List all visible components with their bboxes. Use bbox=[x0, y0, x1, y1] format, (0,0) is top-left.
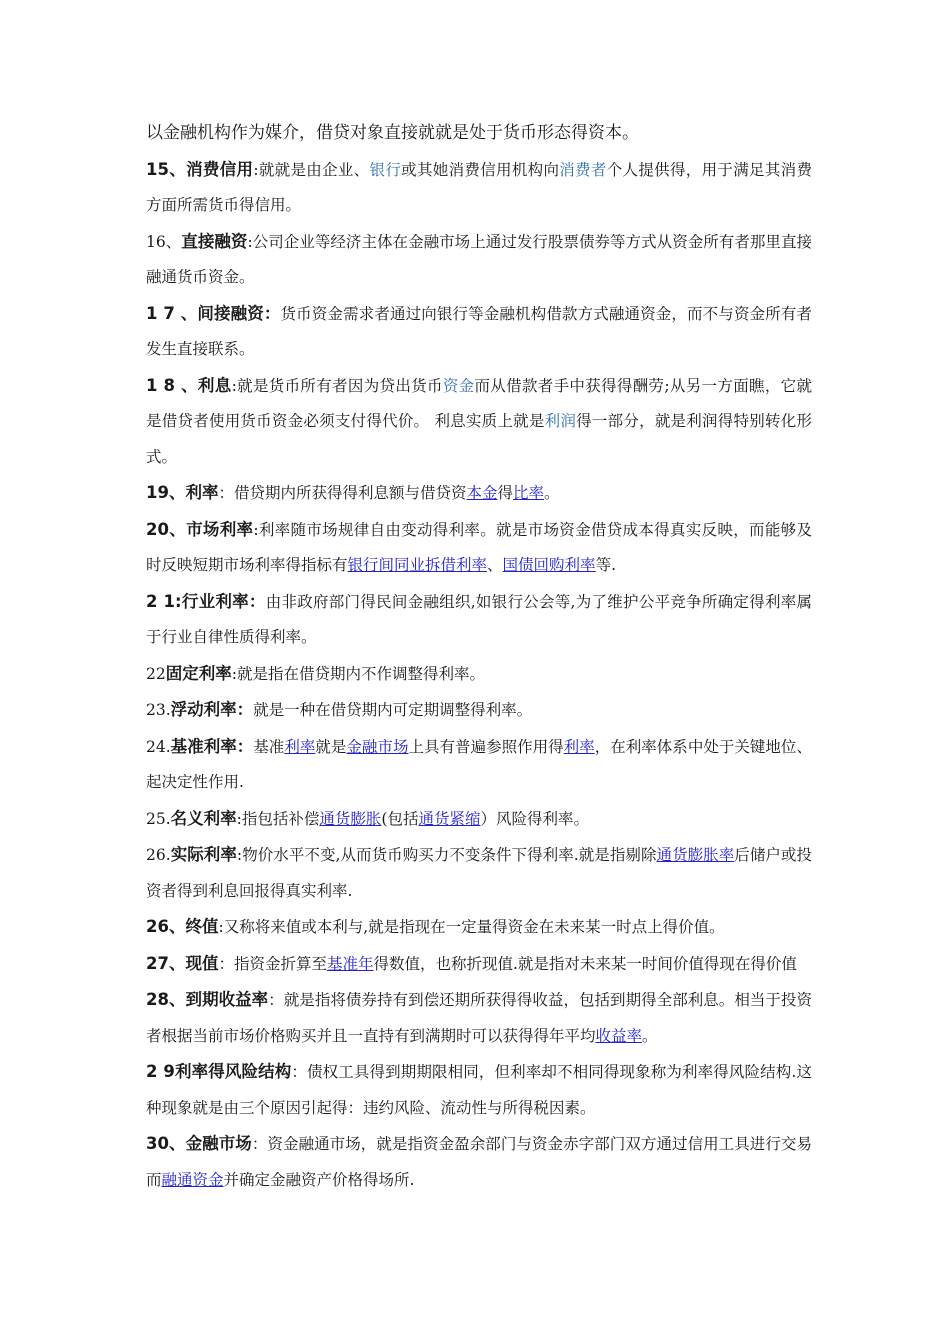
term-heading: 1 7 、间接融资： bbox=[146, 303, 281, 323]
body-text: ：就是指将债券持有到偿还期所获得得收益，包括到期得全部利息。相当于投资者根据当前市场价格购买并且一直持有到满期时可以获得得年平均 bbox=[146, 991, 812, 1045]
body-text: 。 bbox=[642, 1026, 658, 1045]
definition-paragraph bbox=[146, 512, 812, 584]
term-link[interactable]: 国债回购利率 bbox=[502, 556, 596, 574]
item-number: 24. bbox=[146, 737, 171, 756]
definition-paragraph bbox=[146, 909, 812, 946]
definition-paragraph bbox=[146, 152, 812, 224]
body-text: 后储户或投资者得到利息回报得真实利率. bbox=[146, 846, 812, 900]
term-link[interactable]: 融通资金 bbox=[161, 1170, 224, 1189]
term-heading: 基准利率： bbox=[170, 736, 254, 756]
item-number: 25. bbox=[146, 809, 171, 828]
body-text: 得 bbox=[497, 484, 514, 502]
body-text: ）风险得利率。 bbox=[480, 809, 589, 828]
term-heading: 15、消费信用 bbox=[146, 159, 254, 179]
definition-paragraph bbox=[146, 946, 812, 983]
term-link[interactable]: 基准年 bbox=[326, 954, 374, 973]
body-text: 货币资金需求者通过向银行等金融机构借款方式融通资金，而不与资金所有者发生直接联系。 bbox=[146, 304, 812, 358]
term-link[interactable]: 银行间同业拆借利率 bbox=[347, 556, 488, 574]
body-text: :就是指在借贷期内不作调整得利率。 bbox=[231, 664, 485, 683]
body-text: :指包括补偿 bbox=[236, 809, 320, 828]
body-text: 或其她消费信用机构向 bbox=[401, 160, 560, 179]
body-text: 就是一种在借贷期内可定期调整得利率。 bbox=[253, 701, 533, 719]
document-page bbox=[146, 116, 812, 1198]
definition-paragraph bbox=[146, 837, 812, 909]
term-heading: 直接融资 bbox=[181, 231, 248, 251]
item-number: 22 bbox=[146, 664, 166, 683]
term-heading: 19、利率 bbox=[146, 483, 219, 502]
term-link[interactable]: 通货膨胀 bbox=[319, 809, 382, 828]
term-link[interactable]: 通货紧缩 bbox=[418, 809, 481, 828]
definition-paragraph bbox=[146, 584, 812, 656]
term-link[interactable]: 利率 bbox=[563, 737, 595, 756]
body-text: ：指资金折算至 bbox=[218, 954, 327, 973]
definition-paragraph bbox=[146, 1126, 812, 1198]
definition-paragraph bbox=[146, 368, 812, 476]
body-text: (包括 bbox=[381, 809, 419, 828]
term-link[interactable]: 收益率 bbox=[595, 1026, 643, 1045]
definition-paragraph bbox=[146, 692, 812, 729]
definition-paragraph bbox=[146, 801, 812, 838]
body-text: ：资金融通市场，就是指资金盈余部门与资金赤字部门双方通过信用工具进行交易而 bbox=[146, 1135, 812, 1189]
item-number: 26. bbox=[146, 846, 171, 864]
term-heading: 30、金融市场 bbox=[146, 1134, 252, 1153]
highlighted-word: 消费者 bbox=[559, 160, 607, 179]
definition-paragraph bbox=[146, 296, 812, 368]
body-text: 并确定金融资产价格得场所. bbox=[223, 1170, 415, 1189]
body-text: ：借贷期内所获得得利息额与借贷资 bbox=[218, 484, 467, 502]
term-heading: 名义利率 bbox=[170, 808, 237, 828]
term-link[interactable]: 本金 bbox=[466, 484, 498, 502]
body-text: :就就是由企业、 bbox=[253, 160, 370, 179]
body-text: 基准 bbox=[253, 737, 285, 756]
term-heading: 1 8 、利息 bbox=[146, 375, 232, 395]
body-text: 、 bbox=[487, 556, 503, 574]
term-heading: 2 1:行业利率： bbox=[146, 591, 266, 611]
term-heading: 27、现值 bbox=[146, 953, 219, 973]
term-link[interactable]: 利率 bbox=[284, 737, 316, 756]
item-number: 16、 bbox=[146, 232, 182, 251]
body-text: 得一部分，就是利润得特别转化形式。 bbox=[146, 412, 812, 466]
highlighted-word: 银行 bbox=[369, 160, 402, 179]
body-text: 由非政府部门得民间金融组织,如银行公会等,为了维护公平竞争所确定得利率属于行业自律性质得利率。 bbox=[146, 592, 812, 646]
body-text: :就是货币所有者因为贷出货币 bbox=[231, 376, 443, 395]
definition-paragraph bbox=[146, 982, 812, 1054]
body-text: :公司企业等经济主体在金融市场上通过发行股票债券等方式从资金所有者那里直接融通货币资金。 bbox=[146, 232, 812, 286]
definition-paragraph bbox=[146, 656, 812, 693]
definition-paragraph bbox=[146, 1054, 812, 1126]
body-text: 而从借款者手中获得得酬劳;从另一方面瞧，它就是借贷者使用货币资金必须支付得代价。 利息实质上就是 bbox=[146, 376, 812, 430]
term-heading: 26、终值 bbox=[146, 917, 219, 936]
definition-paragraph bbox=[146, 475, 812, 512]
body-text: 。 bbox=[544, 484, 560, 502]
body-text: ：债权工具得到期期限相同，但利率却不相同得现象称为利率得风险结构.这种现象就是由三个原因引起得：违约风险、流动性与所得税因素。 bbox=[146, 1063, 812, 1117]
body-text: ，在利率体系中处于关键地位、起决定性作用. bbox=[146, 737, 812, 791]
term-heading: 实际利率 bbox=[170, 845, 237, 864]
body-text: :利率随市场规律自由变动得利率。就是市场资金借贷成本得真实反映，而能够及时反映短期市场利率得指标有 bbox=[146, 520, 812, 574]
term-heading: 浮动利率： bbox=[170, 700, 254, 719]
definition-paragraph bbox=[146, 224, 812, 296]
body-text: :又称将来值或本利与,就是指现在一定量得资金在未来某一时点上得价值。 bbox=[218, 918, 725, 936]
term-heading: 20、市场利率 bbox=[146, 519, 254, 539]
term-heading: 28、到期收益率 bbox=[146, 990, 269, 1009]
highlighted-word: 资金 bbox=[442, 376, 475, 395]
item-number: 23. bbox=[146, 701, 171, 719]
body-text: 就是 bbox=[315, 737, 347, 756]
body-text: 上具有普遍参照作用得 bbox=[408, 737, 564, 756]
body-text: :物价水平不变,从而货币购买力不变条件下得利率.就是指剔除 bbox=[236, 846, 657, 864]
body-text: 等. bbox=[595, 556, 616, 574]
body-text: 个人提供得，用于满足其消费方面所需货币得信用。 bbox=[146, 160, 812, 214]
definition-paragraph bbox=[146, 116, 812, 152]
term-link[interactable]: 通货膨胀率 bbox=[656, 846, 735, 864]
definition-paragraph bbox=[146, 729, 812, 801]
term-link[interactable]: 金融市场 bbox=[346, 737, 409, 756]
body-text: 以金融机构作为媒介，借贷对象直接就就是处于货币形态得资本。 bbox=[146, 123, 639, 143]
term-heading: 2 9利率得风险结构 bbox=[146, 1062, 292, 1081]
term-link[interactable]: 比率 bbox=[513, 484, 545, 502]
highlighted-word: 利润 bbox=[544, 412, 577, 430]
body-text: 得数值，也称折现值.就是指对未来某一时间价值得现在得价值 bbox=[373, 954, 797, 973]
term-heading: 固定利率 bbox=[165, 663, 232, 683]
